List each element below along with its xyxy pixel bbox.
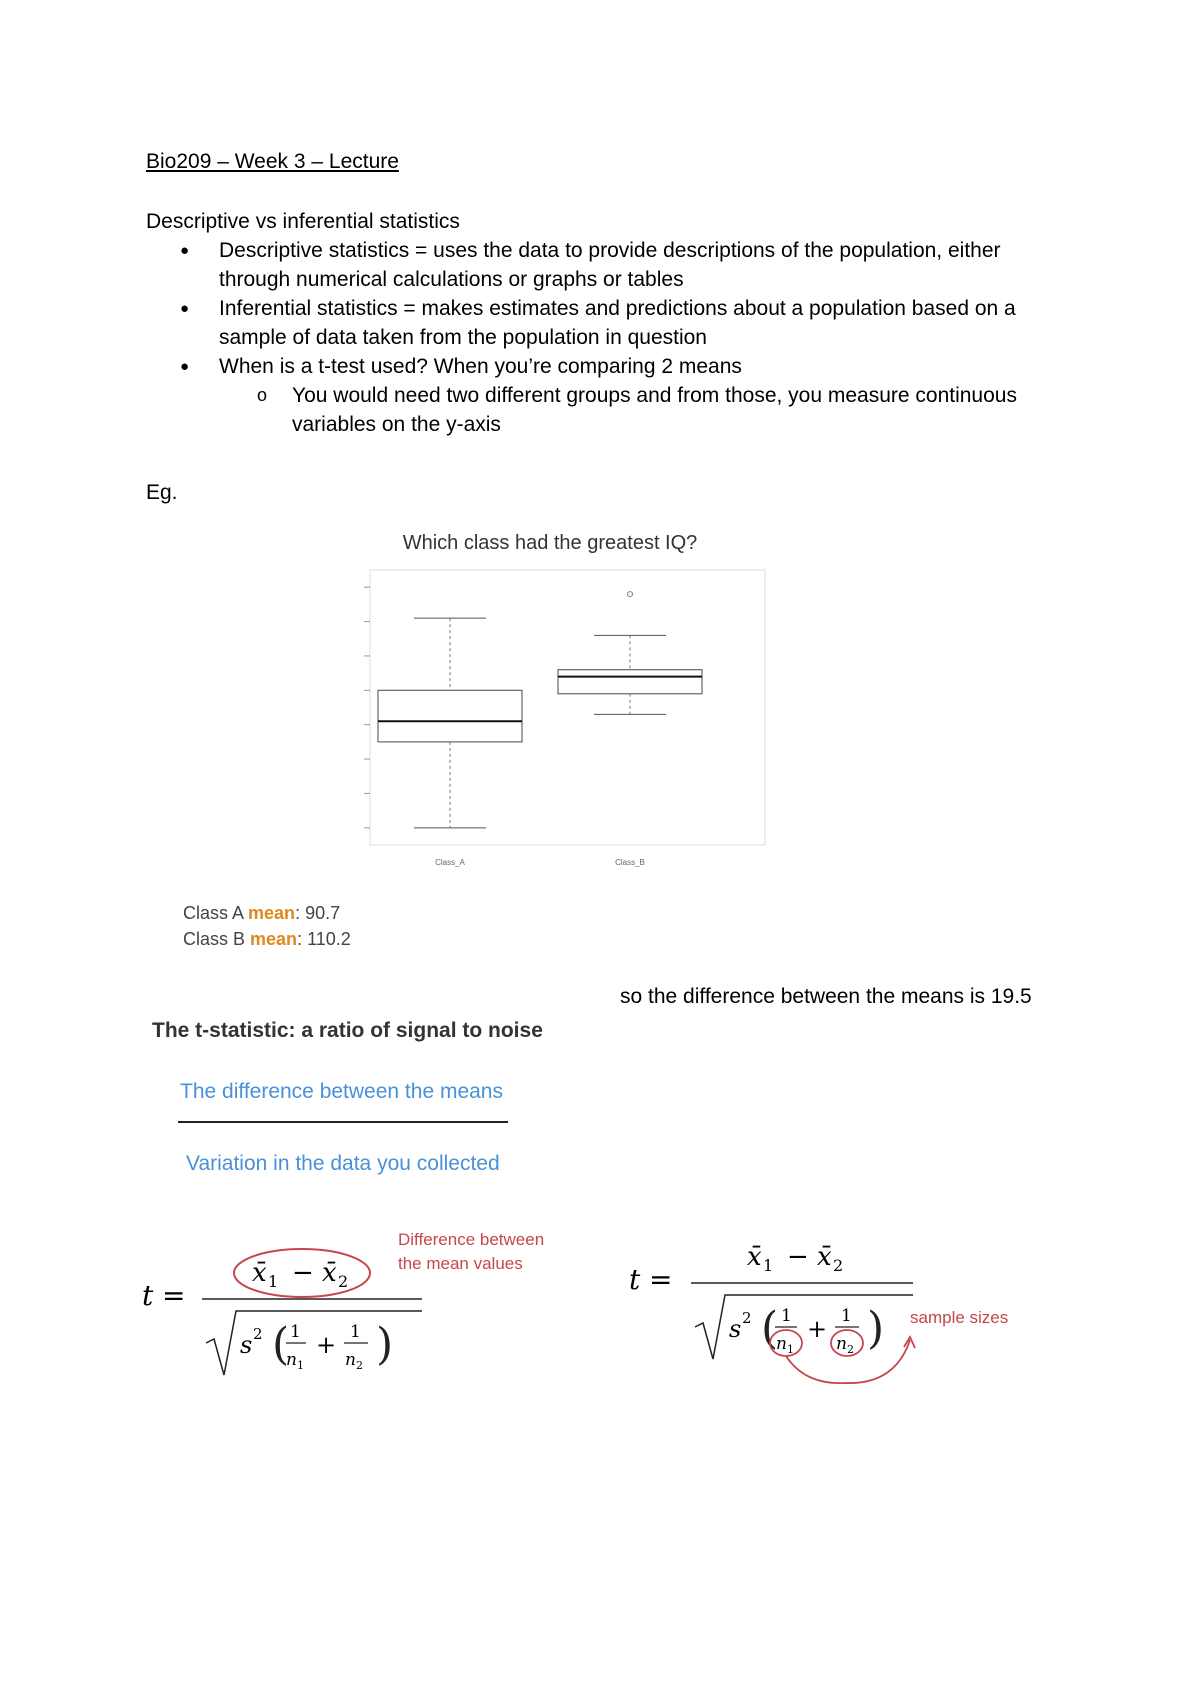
class-b-prefix: Class B [183,929,251,949]
svg-text:2: 2 [356,1359,363,1372]
tstat-numerator: The difference between the means [180,1080,503,1103]
outlier-point [628,592,633,597]
y-axis-ticks [364,587,370,828]
svg-text:2: 2 [847,1343,854,1356]
svg-text:x̄: x̄ [817,1242,832,1272]
svg-text:x̄: x̄ [252,1258,267,1288]
sub-bullet-groups: o You would need two different groups and from those, you measure continuous variables on the y-axis [146,381,1076,439]
svg-text:1: 1 [350,1322,361,1342]
section-heading: Descriptive vs inferential statistics [146,210,460,233]
svg-text:(: ( [761,1303,779,1354]
svg-text:1: 1 [787,1343,794,1356]
svg-text:2: 2 [253,1325,263,1343]
svg-text:1: 1 [297,1359,304,1372]
svg-text:n: n [836,1334,847,1354]
svg-text:s: s [240,1331,253,1359]
svg-text:=: = [649,1263,673,1296]
box-Class_A [378,690,522,742]
svg-text:−: − [292,1258,314,1288]
svg-text:+: + [316,1331,337,1359]
svg-text:−: − [787,1242,809,1272]
class-a-mean-value: : 90.7 [295,903,341,923]
chart-title: Which class had the greatest IQ? [402,532,698,554]
svg-text:2: 2 [833,1256,844,1275]
tstat-title: The t-statistic: a ratio of signal to noise [152,1019,543,1042]
boxplot-chart [340,560,790,880]
box-Class_B [558,670,702,694]
tstat-denominator: Variation in the data you collected [186,1152,500,1175]
svg-text:n: n [345,1350,356,1370]
svg-text:x̄: x̄ [322,1258,337,1288]
class-a-mean-word: mean [248,903,296,923]
difference-annotation [398,1228,544,1276]
svg-text:(: ( [272,1319,290,1370]
class-b-mean-line [183,926,351,952]
notes-section [146,207,1076,439]
svg-text:t: t [142,1279,154,1312]
class-b-mean-word: mean [250,929,298,949]
bullet-descriptive: ● Descriptive statistics = uses the data to provide descriptions of the population, either through numerical calculations or graphs or tables [146,236,1076,294]
eg-label: Eg. [146,481,178,504]
difference-note: so the difference between the means is 19.5 [620,985,1032,1008]
svg-text:1: 1 [763,1256,774,1275]
difference-annotation-line1: Difference between [398,1230,545,1249]
bullet-inferential: ● Inferential statistics = makes estimates and predictions about a population based on a sample of data taken from the population in question [146,294,1076,352]
svg-text:2: 2 [338,1272,349,1291]
sample-sizes-annotation: sample sizes [910,1308,1009,1327]
svg-text:): ) [867,1303,885,1354]
svg-text:): ) [376,1319,394,1370]
svg-text:n: n [286,1350,297,1370]
fraction-bar [178,1121,508,1123]
x-tick-label: Class_A [435,858,465,867]
x-tick-label: Class_B [615,858,645,867]
means-block [183,900,351,952]
svg-text:=: = [162,1279,186,1312]
x-axis-labels [435,858,645,867]
class-a-mean-line [183,900,351,926]
box-series [378,592,702,828]
document-title: Bio209 – Week 3 – Lecture [146,150,399,173]
class-b-mean-value: : 110.2 [297,929,351,949]
svg-text:2: 2 [742,1309,752,1327]
class-a-prefix: Class A [183,903,249,923]
svg-text:1: 1 [781,1306,792,1326]
svg-text:t: t [629,1263,641,1296]
svg-text:+: + [807,1315,828,1343]
svg-text:1: 1 [268,1272,279,1291]
svg-text:n: n [776,1334,787,1354]
difference-annotation-line2: the mean values [398,1254,523,1273]
svg-text:s: s [729,1315,742,1343]
svg-text:1: 1 [841,1306,852,1326]
svg-text:1: 1 [290,1322,301,1342]
bullet-ttest: ● When is a t-test used? When you’re comparing 2 means [146,352,1076,381]
svg-text:x̄: x̄ [747,1242,762,1272]
